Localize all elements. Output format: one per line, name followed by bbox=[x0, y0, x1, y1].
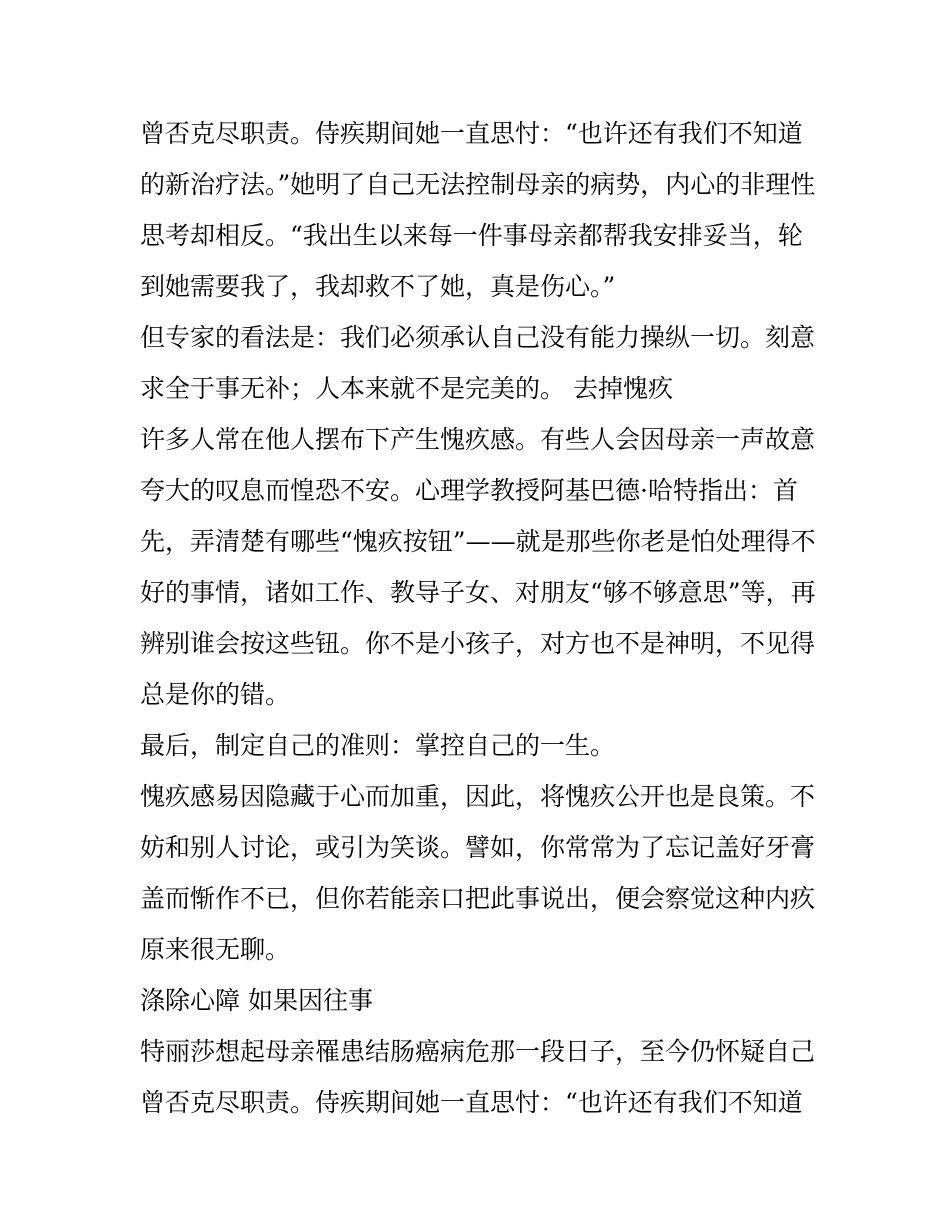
paragraph-7: 特丽莎想起母亲罹患结肠癌病危那一段日子，至今仍怀疑自己曾否克尽职责。侍疾期间她一直思忖：“也许还有我们不知道 bbox=[140, 1037, 816, 1117]
body-text bbox=[140, 108, 820, 1128]
paragraph-6: 涤除心障 如果因往事 bbox=[140, 986, 373, 1015]
paragraph-4: 最后，制定自己的准则：掌控自己的一生。 bbox=[140, 731, 616, 760]
paragraph-5: 愧疚感易因隐藏于心而加重，因此，将愧疚公开也是良策。不妨和别人讨论，或引为笑谈。譬如，你常常为了忘记盖好牙膏盖而惭作不已，但你若能亲口把此事说出，便会察觉这种内疚原来很无聊。 bbox=[140, 782, 816, 964]
paragraph-1: 曾否克尽职责。侍疾期间她一直思忖：“也许还有我们不知道的新治疗法。”她明了自己无法控制母亲的病势，内心的非理性思考却相反。“我出生以来每一件事母亲都帮我安排妥当，轮到她需要我了，我却救不了她，真是伤心。” bbox=[140, 119, 816, 301]
paragraph-3: 许多人常在他人摆布下产生愧疚感。有些人会因母亲一声故意夸大的叹息而惶恐不安。心理学教授阿基巴德·哈特指出：首先，弄清楚有哪些“愧疚按钮”——就是那些你老是怕处理得不好的事情，诸如工作、教导子女、对朋友“够不够意思”等，再辨别谁会按这些钮。你不是小孩子，对方也不是神明，不见得总是你的错。 bbox=[140, 425, 816, 709]
paragraph-2: 但专家的看法是：我们必须承认自己没有能力操纵一切。刻意求全于事无补；人本来就不是完美的。 去掉愧疚 bbox=[140, 323, 816, 403]
